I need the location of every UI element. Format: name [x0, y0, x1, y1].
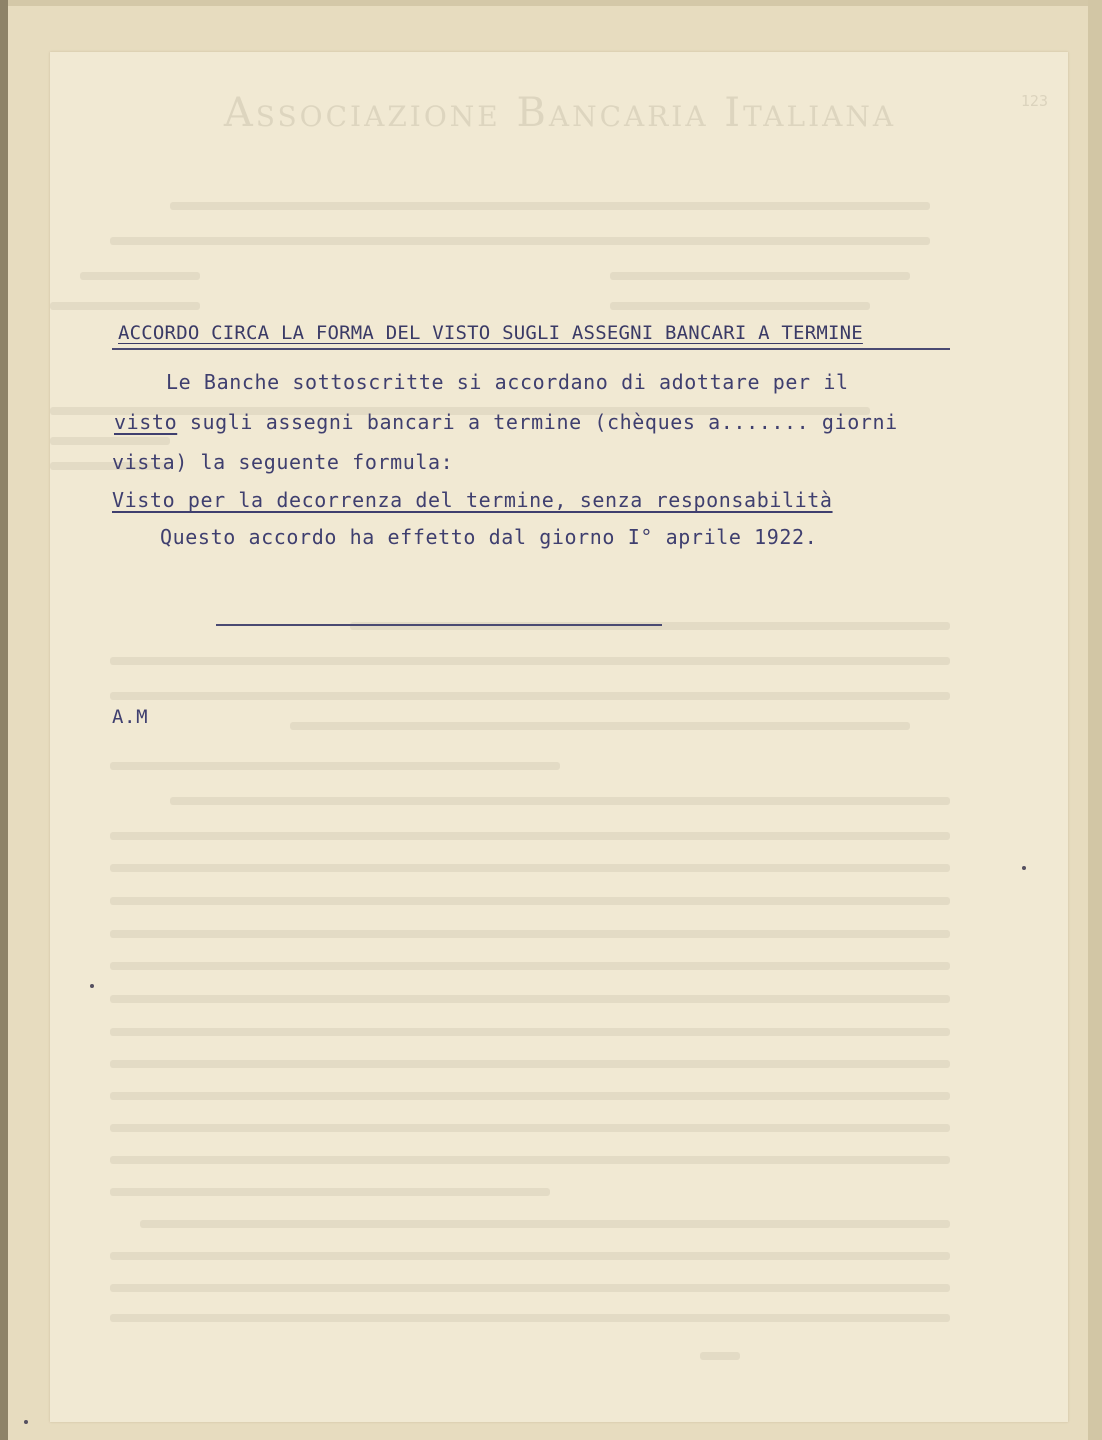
paragraph-1-line-3: vista) la seguente formula: — [112, 450, 454, 474]
visto-formula: Visto per la decorrenza del termine, senza responsabilità — [112, 488, 833, 512]
document-title: ACCORDO CIRCA LA FORMA DEL VISTO SUGLI ASSEGNI BANCARI A TERMINE — [118, 322, 863, 344]
bleed-through-page-number: 123 — [1020, 92, 1048, 110]
paragraph-1-line-1: Le Banche sottoscritte si accordano di adottare per il — [166, 370, 849, 394]
paragraph-1-line-2 — [114, 410, 898, 434]
typist-initials: A.M — [112, 706, 149, 728]
closing-rule — [216, 624, 662, 626]
title-underline — [112, 348, 950, 350]
bleed-through-letterhead: Associazione Bancaria Italiana — [223, 90, 897, 136]
paper-speck — [90, 984, 94, 988]
scan-edge-right — [1088, 0, 1102, 1440]
paragraph-1-line-2-rest: sugli assegni bancari a termine (chèques a....... giorni — [177, 410, 898, 434]
paragraph-2: Questo accordo ha effetto dal giorno I° aprile 1922. — [160, 525, 818, 549]
paper-sheet — [50, 52, 1068, 1422]
paper-speck — [1022, 866, 1026, 870]
paper-speck — [24, 1420, 28, 1424]
scan-edge-left — [0, 0, 8, 1440]
bleed-through-text — [50, 52, 1068, 1422]
scan-edge-top — [0, 0, 1102, 6]
underlined-word-visto: visto — [114, 410, 178, 434]
